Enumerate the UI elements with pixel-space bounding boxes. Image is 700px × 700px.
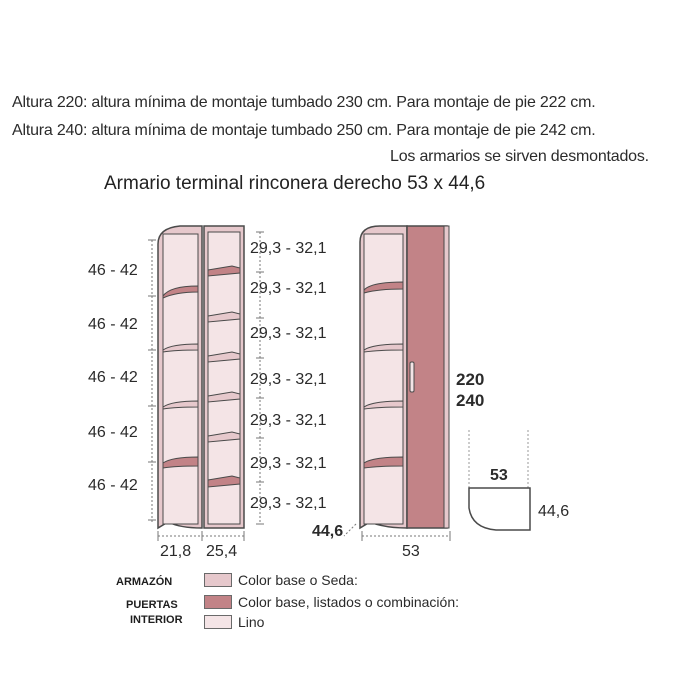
- plan-view-shape: [469, 488, 530, 530]
- legend-frame-label: ARMAZÓN: [116, 576, 173, 588]
- right-width-label: 25,4: [206, 543, 238, 560]
- straight-shelf-column: [204, 226, 244, 528]
- left-width-label: 21,8: [160, 543, 192, 560]
- left-spacing-label-5: 46 - 42: [88, 477, 138, 494]
- right-spacing-label-2: 29,3 - 32,1: [250, 280, 327, 297]
- legend-doors-text: Color base, listados o combinación:: [238, 594, 460, 610]
- legend-interior-label: INTERIOR: [130, 614, 183, 626]
- left-spacing-label-3: 46 - 42: [88, 369, 138, 386]
- legend-item-doors: [204, 594, 459, 610]
- swatch-doors-color: [204, 595, 232, 609]
- plan-depth-label: 44,6: [538, 503, 570, 520]
- height-220-label: 220: [456, 370, 485, 389]
- front-depth-label: 44,6: [312, 523, 344, 540]
- legend-item-frame: [204, 572, 358, 588]
- legend-doors-label: PUERTAS: [126, 599, 178, 611]
- assembly-note-240: Altura 240: altura mínima de montaje tumbado 250 cm. Para montaje de pie 242 cm.: [12, 122, 596, 139]
- right-spacing-label-7: 29,3 - 32,1: [250, 495, 327, 512]
- left-spacing-label-2: 46 - 42: [88, 316, 138, 333]
- front-view-unit: [360, 226, 449, 528]
- swatch-frame-color: [204, 573, 232, 587]
- assembly-note-220: Altura 220: altura mínima de montaje tumbado 230 cm. Para montaje de pie 222 cm.: [12, 94, 596, 111]
- plan-width-label: 53: [490, 467, 508, 484]
- right-spacing-label-5: 29,3 - 32,1: [250, 412, 327, 429]
- swatch-interior-color: [204, 615, 232, 629]
- door-handle-icon: [410, 362, 414, 392]
- disassembled-note: Los armarios se sirven desmontados.: [390, 148, 649, 165]
- legend-item-interior: [204, 614, 264, 630]
- right-spacing-label-1: 29,3 - 32,1: [250, 240, 327, 257]
- height-240-label: 240: [456, 391, 485, 410]
- right-spacing-label-6: 29,3 - 32,1: [250, 455, 327, 472]
- right-spacing-label-4: 29,3 - 32,1: [250, 371, 327, 388]
- left-spacing-label-1: 46 - 42: [88, 262, 138, 279]
- right-spacing-label-3: 29,3 - 32,1: [250, 325, 327, 342]
- front-width-label: 53: [402, 543, 420, 560]
- legend-interior-text: Lino: [238, 614, 265, 630]
- corner-shelf-unit: [158, 226, 202, 528]
- legend-frame-text: Color base o Seda:: [238, 572, 358, 588]
- left-spacing-label-4: 46 - 42: [88, 424, 138, 441]
- product-title: Armario terminal rinconera derecho 53 x 44,6: [104, 173, 486, 194]
